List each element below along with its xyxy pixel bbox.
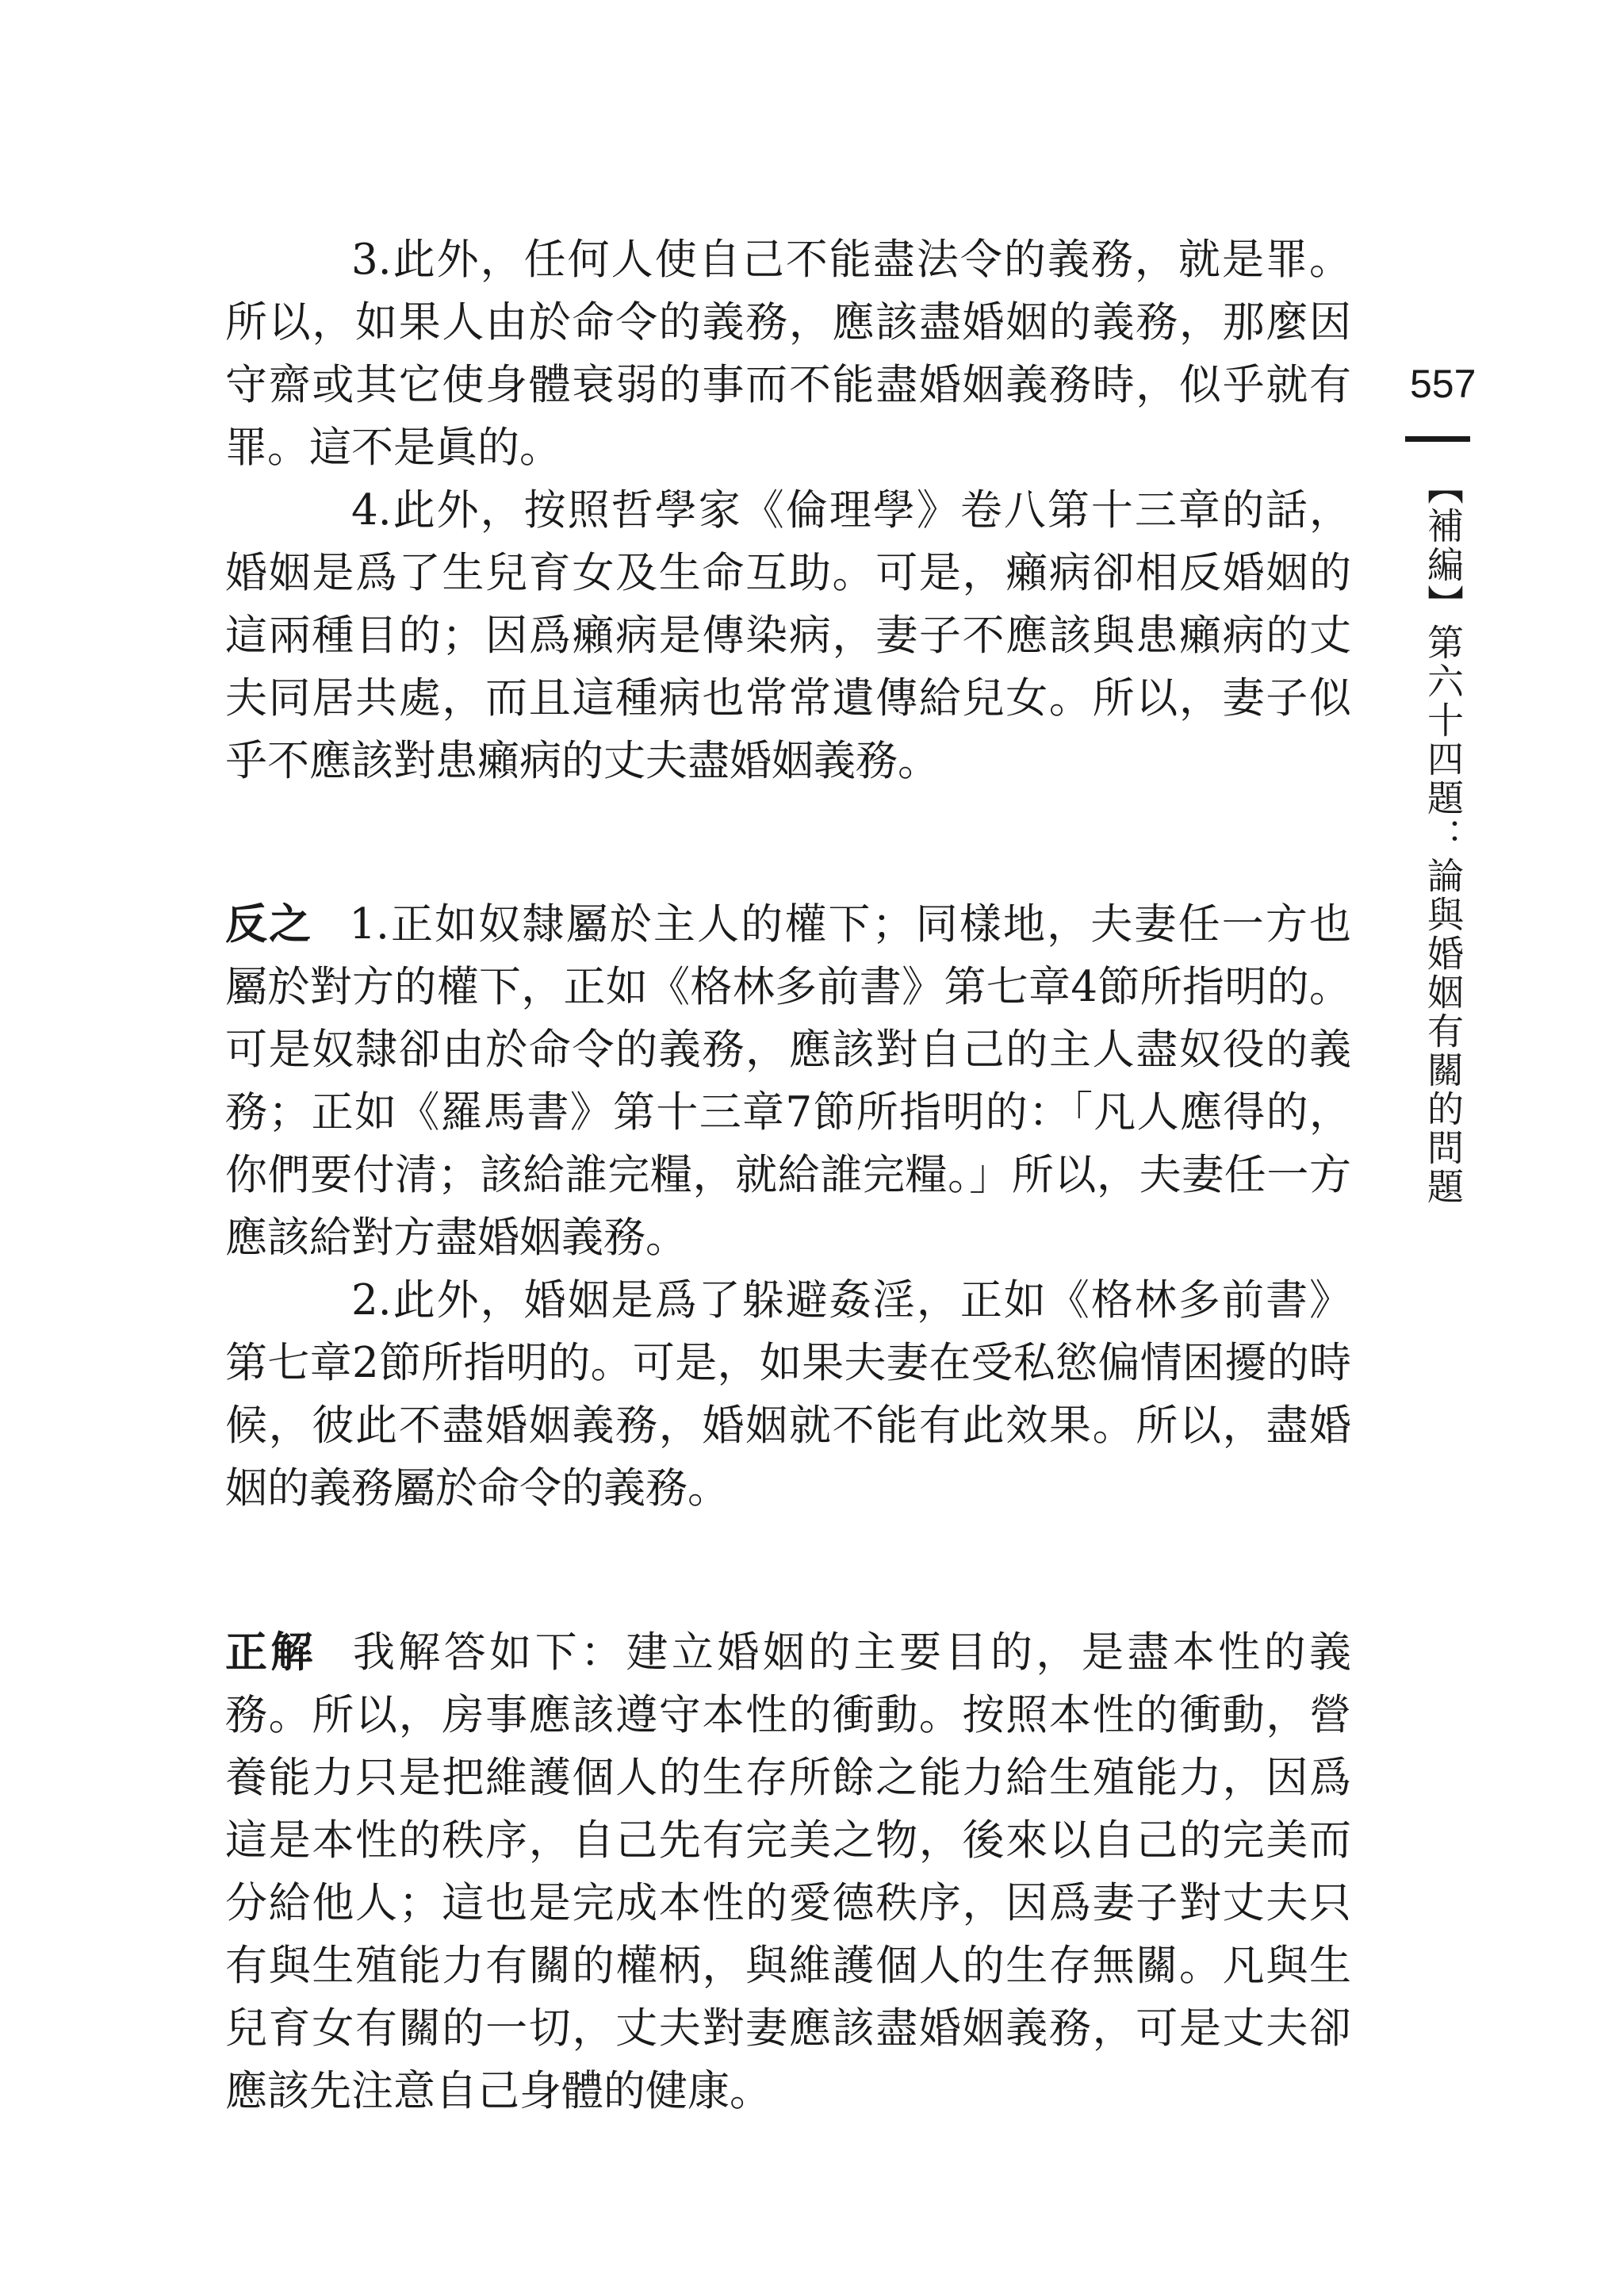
answer-paragraph: [225, 1621, 1351, 2122]
sed-contra-1: [225, 893, 1351, 1269]
sed-contra-section: [225, 893, 1351, 1520]
objection-4: 4.此外，按照哲學家《倫理學》卷八第十三章的話，婚姻是爲了生兒育女及生命互助。可是，癩病卻相反婚姻的這兩種目的；因爲癩病是傳染病，妻子不應該與患癩病的丈夫同居共處，而且這種病也常常遺傳給兒女。所以，妻子似乎不應該對患癩病的丈夫盡婚姻義務。: [225, 486, 1351, 785]
running-header: 【補編】第六十四題：論與婚姻有關的問題: [1422, 468, 1465, 1206]
sed-contra-label: 反之: [225, 900, 313, 949]
page-number: 557: [1410, 362, 1477, 406]
objections-section: [225, 228, 1351, 792]
sed-contra-2: 2.此外，婚姻是爲了躲避姦淫，正如《格林多前書》第七章2節所指明的。可是，如果夫妻在受私慾偏情困擾的時候，彼此不盡婚姻義務，婚姻就不能有此效果。所以，盡婚姻的義務屬於命令的義務。: [225, 1276, 1351, 1513]
answer-label: 正解: [225, 1628, 316, 1677]
header-rule: [1405, 436, 1470, 442]
answer-text: 我解答如下：建立婚姻的主要目的，是盡本性的義務。所以，房事應該遵守本性的衝動。按照本性的衝動，營養能力只是把維護個人的生存所餘之能力給生殖能力，因爲這是本性的秩序，自己先有完美之物，後來以自己的完美而分給他人；這也是完成本性的愛德秩序，因爲妻子對丈夫只有與生殖能力有關的權柄，與維護個人的生存無關。凡與生兒育女有關的一切，丈夫對妻應該盡婚姻義務，可是丈夫卻應該先注意自己身體的健康。: [225, 1628, 1352, 2115]
sed-contra-1-text: 1.正如奴隸屬於主人的權下；同樣地，夫妻任一方也屬於對方的權下，正如《格林多前書》第七章4節所指明的。可是奴隸卻由於命令的義務，應該對自己的主人盡奴役的義務；正如《羅馬書》第十三章7節所指明的：「凡人應得的，你們要付清；該給誰完糧，就給誰完糧。」所以，夫妻任一方應該給對方盡婚姻義務。: [225, 900, 1352, 1262]
answer-section: [225, 1621, 1351, 2122]
objection-3: 3.此外，任何人使自己不能盡法令的義務，就是罪。所以，如果人由於命令的義務，應該盡婚姻的義務，那麼因守齋或其它使身體衰弱的事而不能盡婚姻義務時，似乎就有罪。這不是眞的。: [225, 236, 1351, 472]
